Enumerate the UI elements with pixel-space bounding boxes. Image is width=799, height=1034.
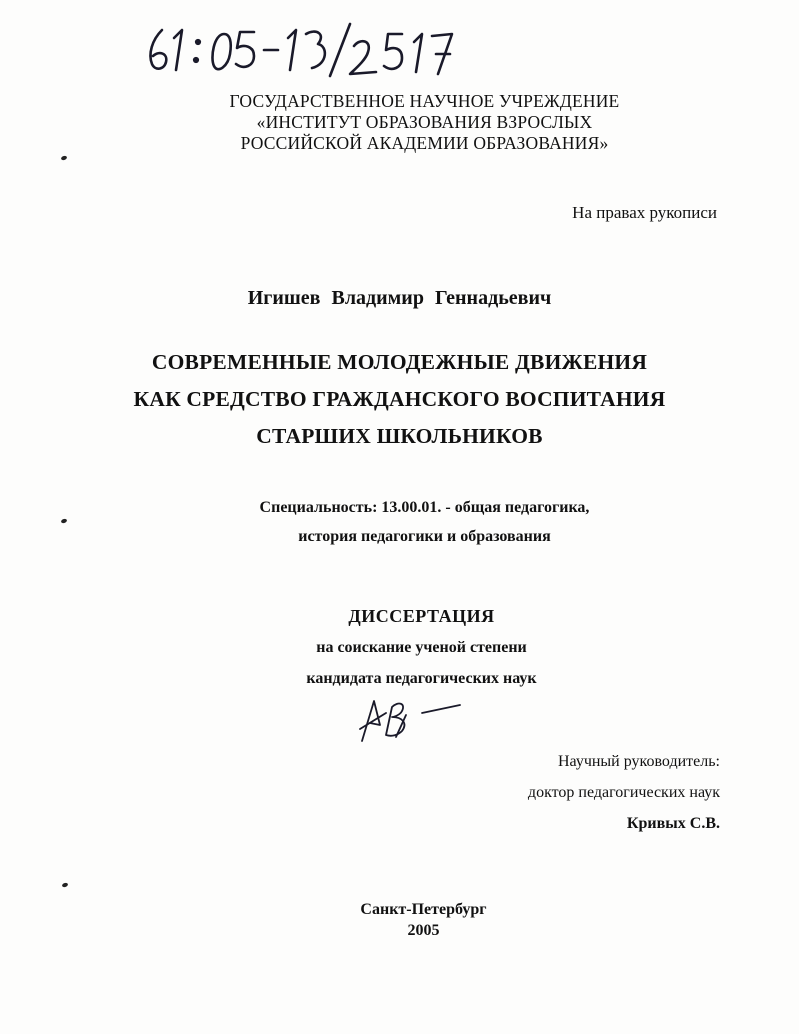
scan-speck: [61, 882, 68, 888]
handwritten-catalog-number: [140, 18, 470, 80]
degree-line-1: на соискание ученой степени: [316, 639, 527, 656]
title-line-3: СТАРШИХ ШКОЛЬНИКОВ: [256, 424, 543, 448]
degree-block: [22, 601, 799, 694]
dissertation-heading: ДИССЕРТАЦИЯ: [348, 606, 495, 626]
dissertation-title: [0, 344, 799, 455]
institution-line-3: РОССИЙСКОЙ АКАДЕМИИ ОБРАЗОВАНИЯ»: [240, 133, 609, 153]
author-name: Игишев Владимир Геннадьевич: [247, 287, 552, 309]
place-and-year: [24, 899, 799, 941]
institution-line-2: «ИНСТИТУТ ОБРАЗОВАНИЯ ВЗРОСЛЫХ: [256, 112, 593, 132]
supervisor-degree: доктор педагогических наук: [527, 784, 720, 801]
scan-speck: [60, 155, 67, 161]
institution-block: [25, 91, 799, 154]
supervisor-label: Научный руководитель:: [557, 753, 720, 770]
year: 2005: [407, 922, 440, 939]
supervisor-name: Кривых С.В.: [626, 815, 720, 832]
city: Санкт-Петербург: [360, 901, 487, 918]
title-line-1: СОВРЕМЕННЫЕ МОЛОДЕЖНЫЕ ДВИЖЕНИЯ: [151, 350, 648, 374]
manuscript-note: На правах рукописи: [572, 203, 717, 222]
author-signature: [356, 693, 466, 745]
specialty-line-1: Специальность: 13.00.01. - общая педагогика,: [259, 499, 590, 516]
supervisor-block: [528, 746, 720, 839]
title-line-2: КАК СРЕДСТВО ГРАЖДАНСКОГО ВОСПИТАНИЯ: [133, 387, 666, 411]
specialty-line-2: история педагогики и образования: [298, 528, 551, 545]
specialty-block: [25, 493, 799, 551]
degree-line-2: кандидата педагогических наук: [306, 670, 537, 687]
institution-line-1: ГОСУДАРСТВЕННОЕ НАУЧНОЕ УЧРЕЖДЕНИЕ: [229, 91, 620, 111]
